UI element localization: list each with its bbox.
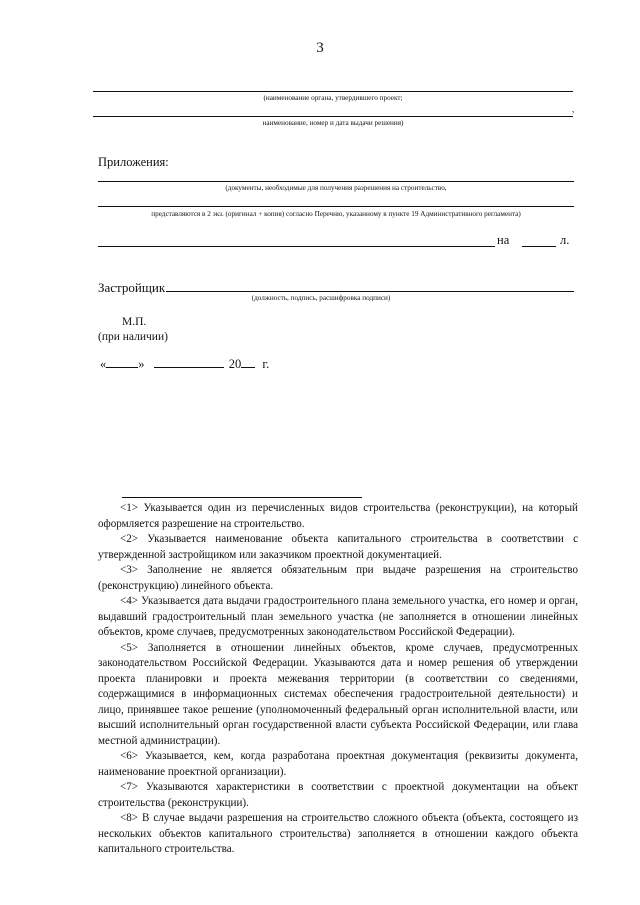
stamp-label: М.П. (122, 316, 147, 328)
sheets-count-line (522, 246, 556, 247)
comma-mark: , (572, 104, 575, 114)
footnote-2: <2> Указывается наименование объекта капитального строительства в соответствии с утвержденной застройщиком или заказчиком проектной документацией. (98, 533, 578, 561)
attachments-label: Приложения: (98, 155, 169, 169)
footnote-6: <6> Указывается, кем, когда разработана проектная документация (реквизиты документа, наименование проектной организации). (98, 750, 578, 778)
documents-line (98, 181, 574, 182)
stamp-note: (при наличии) (98, 331, 168, 343)
authority-line (93, 91, 573, 92)
footnote-5: <5> Заполняется в отношении линейных объектов, кроме случаев, предусмотренных законодательством Российской Федерации. Указываются дата и номер решения об утверждении проекта планировки и проекта межевания территории (в соответствии со сведениями, содержащимися в информационных системах обеспечения градостроительной деятельности) и лицо, принявшее такое решение (уполномоченный федеральный орган исполнительной власти, или высший исполнительный орган государственной власти субъекта Российской Федерации, или глава местной администрации). (98, 641, 578, 747)
month-blank (154, 355, 224, 368)
sheets-line (98, 246, 495, 247)
footnote-4: <4> Указывается дата выдачи градостроительного плана земельного участка, его номер и орган, выдавший градостроительный план земельного участка (не заполняется в отношении линейных объектов, кроме случаев, предусмотренных законодательством Российской Федерации). (98, 595, 578, 638)
footnote-8: <8> В случае выдачи разрешения на строительство сложного объекта (объекта, состоящего из нескольких объектов капитального строительства) заполняется в отношении каждого объекта капитального строительства. (98, 812, 578, 855)
documents-caption: (документы, необходимые для получения разрешения на строительство, (225, 184, 447, 192)
decision-caption: наименование, номер и дата выдачи решения) (262, 119, 404, 127)
year-suffix: г. (262, 357, 270, 371)
footnote-3: <3> Заполнение не является обязательным при выдаче разрешения на строительство (реконструкцию) линейного объекта. (98, 564, 578, 592)
date-row (100, 355, 269, 372)
signature-caption: (должность, подпись, расшифровка подписи) (251, 294, 391, 302)
footnote-7: <7> Указываются характеристики в соответствии с проектной документации на объект строительства (реконструкции). (98, 781, 578, 809)
page-number: 3 (316, 40, 324, 56)
year-blank (241, 355, 255, 368)
decision-line (93, 116, 573, 117)
authority-caption: (наименование органа, утвердившего проект; (263, 94, 403, 102)
footnotes (98, 501, 578, 858)
developer-label: Застройщик (98, 280, 166, 295)
year-prefix: 20 (228, 357, 242, 371)
date-close-quote: » (138, 357, 145, 371)
footnote-1: <1> Указывается один из перечисленных видов строительства (реконструкции), на который оформляется разрешение на строительство. (98, 502, 578, 530)
sheets-prefix: на (497, 233, 510, 247)
sheets-suffix: л. (560, 233, 570, 247)
submission-caption: представляются в 2 экз. (оригинал + копия) согласно Перечню, указанному в пункте 19 Административного регламента) (151, 210, 521, 218)
footnote-separator (122, 497, 362, 498)
date-open-quote: « (100, 357, 107, 371)
developer-signature-line (166, 291, 574, 292)
day-blank (106, 355, 138, 368)
submission-line (98, 206, 574, 207)
